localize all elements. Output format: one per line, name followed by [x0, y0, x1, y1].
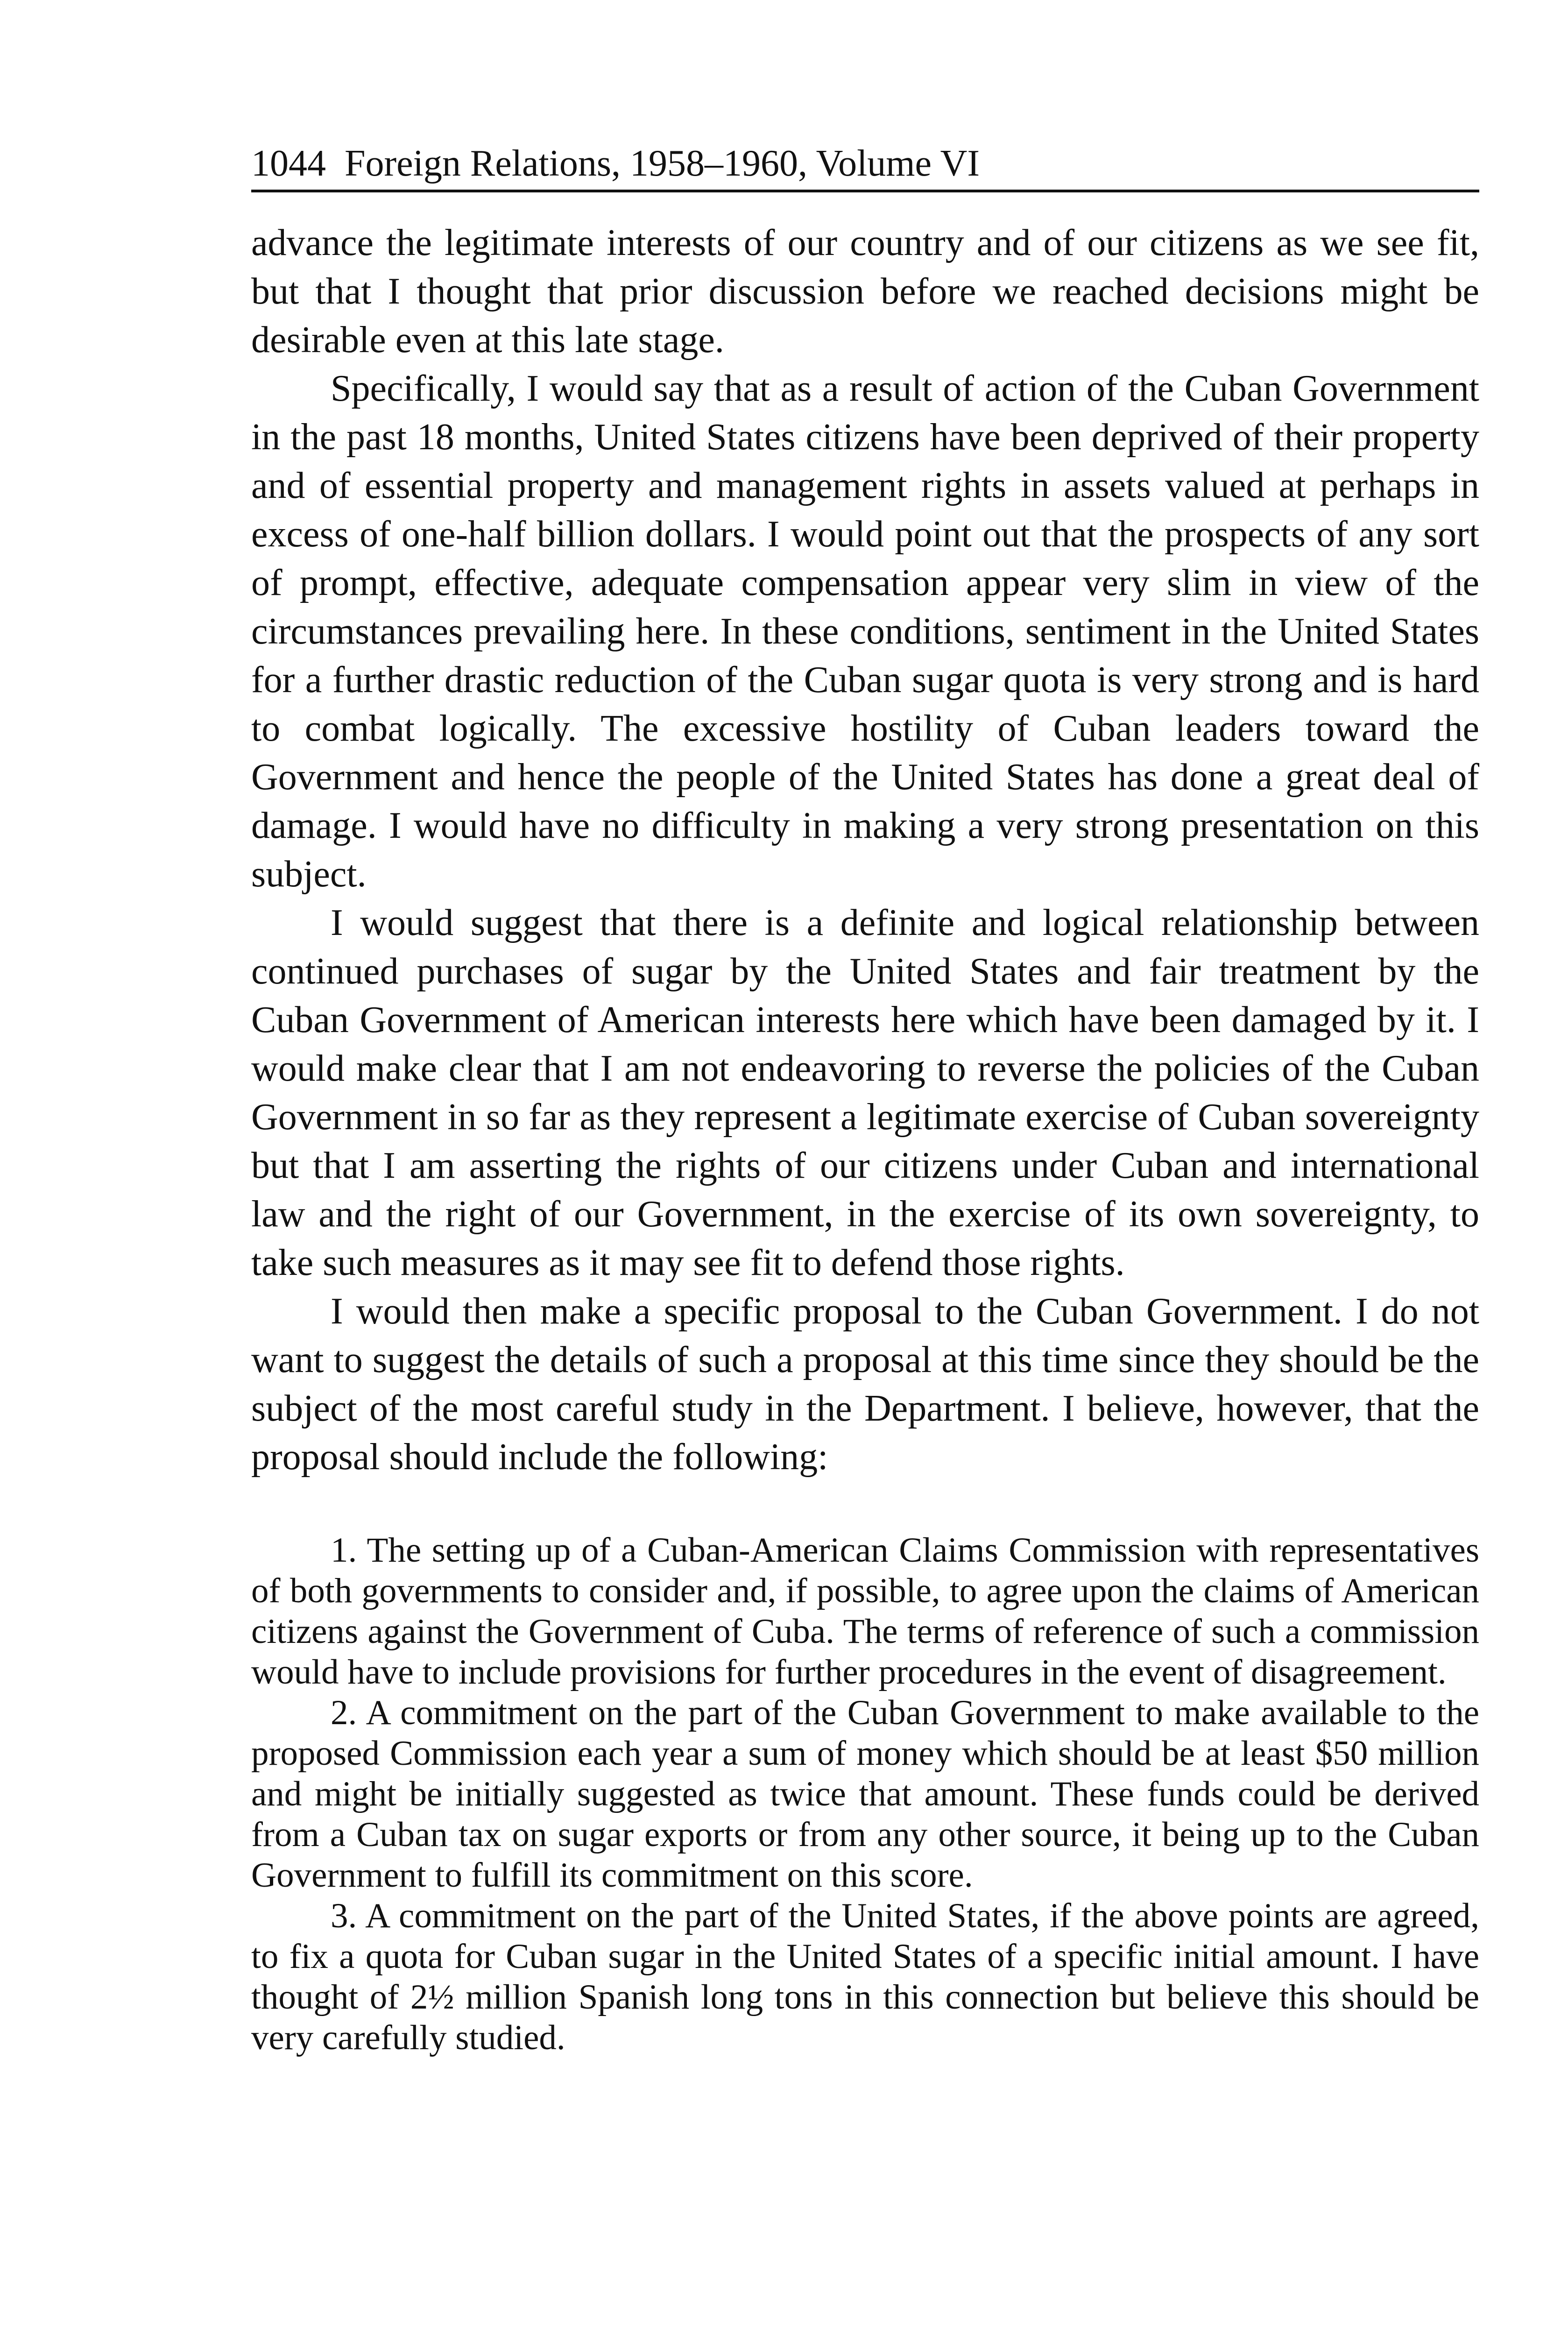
list-item: 2. A commitment on the part of the Cuban Government to make available to the proposed Commission each year a sum of money which should be at least $50 million and might be initially suggested as twice that amount. These funds could be derived from a Cuban tax on sugar exports or from any other source, it being up to the Cuban Government to fulfill its commitment on this score.	[251, 1693, 1479, 1895]
document-page	[251, 140, 1479, 2058]
paragraph: I would suggest that there is a definite and logical relationship between continued purchases of sugar by the United States and fair treatment by the Cuban Government of American interests here which have been damaged by it. I would make clear that I am not endeavoring to reverse the policies of the Cuban Government in so far as they represent a legitimate exercise of Cuban sovereignty but that I am asserting the rights of our citizens under Cuban and international law and the right of our Government, in the exercise of its own sovereignty, to take such measures as it may see fit to defend those rights.	[251, 902, 1479, 1283]
page-number: 1044	[251, 143, 326, 184]
running-head	[251, 140, 1479, 192]
paragraph: I would then make a specific proposal to the Cuban Government. I do not want to suggest the details of such a proposal at this time since they should be the subject of the most careful study in the Department. I believe, however, that the proposal should include the following:	[251, 1291, 1479, 1478]
paragraph-continued: advance the legitimate interests of our country and of our citizens as we see fit, but that I thought that prior discussion before we reached decisions might be desirable even at this late stage.	[251, 222, 1479, 361]
volume-title: Foreign Relations, 1958–1960, Volume VI	[345, 143, 980, 184]
numbered-proposal-list	[251, 1530, 1479, 2058]
list-item: 3. A commitment on the part of the United States, if the above points are agreed, to fix a quota for Cuban sugar in the United States of a specific initial amount. I have thought of 2½ million Spanish long tons in this connection but believe this should be very carefully studied.	[251, 1896, 1479, 2057]
body-text	[251, 219, 1479, 1481]
list-item: 1. The setting up of a Cuban-American Claims Commission with representatives of both governments to consider and, if possible, to agree upon the claims of American citizens against the Government of Cuba. The terms of reference of such a commission would have to include provisions for further procedures in the event of disagreement.	[251, 1531, 1479, 1691]
paragraph: Specifically, I would say that as a result of action of the Cuban Government in the past 18 months, United States citizens have been deprived of their property and of essential property and management rights in assets valued at perhaps in excess of one-half billion dollars. I would point out that the prospects of any sort of prompt, effective, adequate compensation appear very slim in view of the circumstances prevailing here. In these conditions, sentiment in the United States for a further drastic reduction of the Cuban sugar quota is very strong and is hard to combat logically. The excessive hostility of Cuban leaders toward the Government and hence the people of the United States has done a great deal of damage. I would have no difficulty in making a very strong presentation on this subject.	[251, 368, 1479, 895]
